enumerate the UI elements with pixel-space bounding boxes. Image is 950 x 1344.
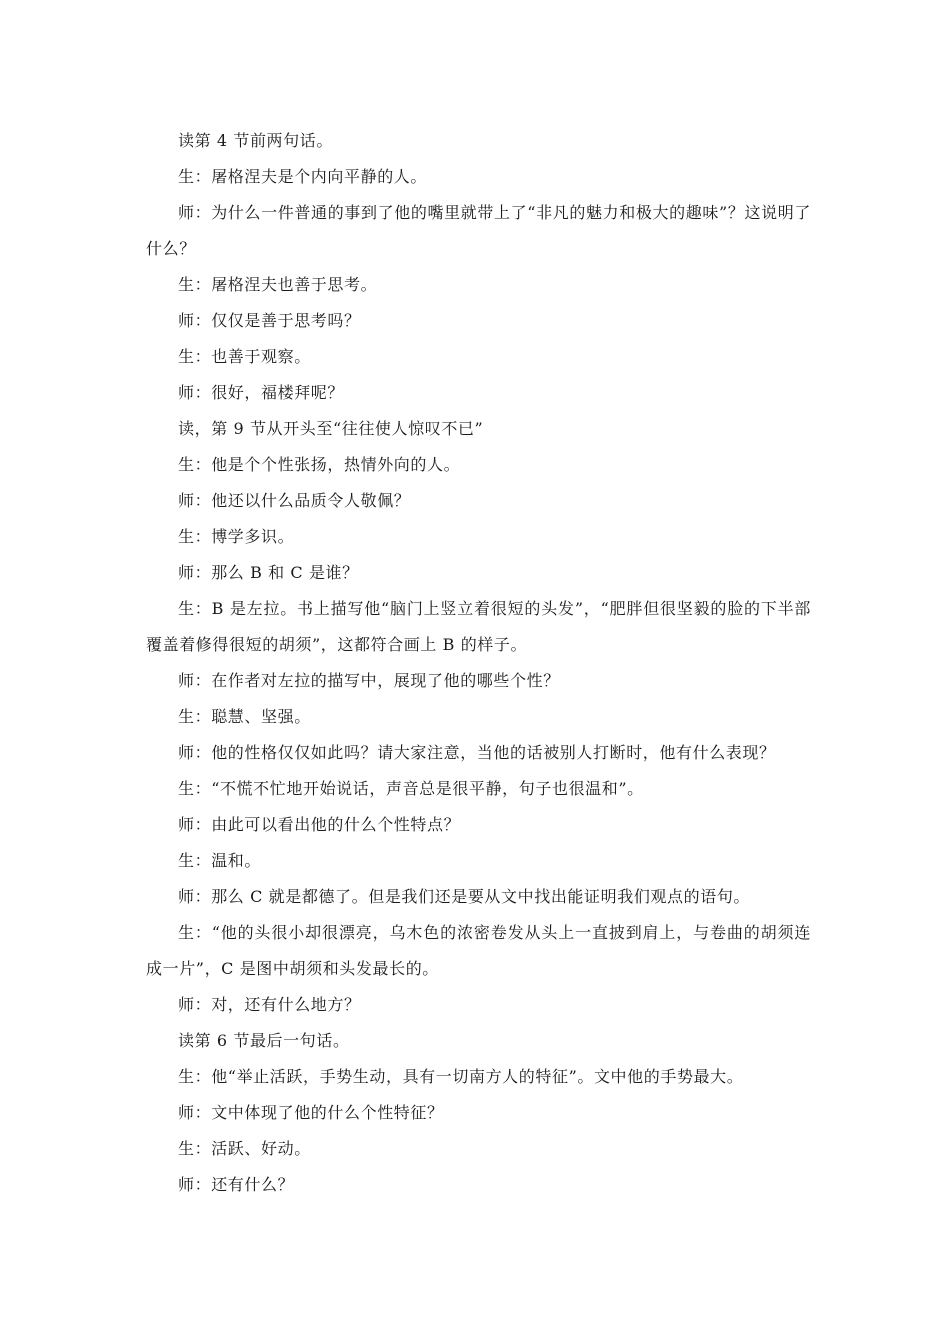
- paragraph: 生：“他的头很小却很漂亮，乌木色的浓密卷发从头上一直披到肩上，与卷曲的胡须连成一片”，C 是图中胡须和头发最长的。: [146, 923, 811, 978]
- paragraph: 师：他的性格仅仅如此吗？请大家注意，当他的话被别人打断时，他有什么表现？: [178, 743, 776, 762]
- paragraph: 生：他是个个性张扬，热情外向的人。: [178, 455, 461, 474]
- paragraph: 师：为什么一件普通的事到了他的嘴里就带上了“非凡的魅力和极大的趣味”？这说明了什么？: [146, 203, 811, 258]
- paragraph: 师：对，还有什么地方？: [178, 995, 361, 1014]
- paragraph: 生：他“举止活跃，手势生动，具有一切南方人的特征”。文中他的手势最大。: [178, 1067, 744, 1086]
- paragraph: 生：温和。: [178, 851, 262, 870]
- paragraph: 生：活跃、好动。: [178, 1139, 311, 1158]
- paragraph: 师：很好，福楼拜呢？: [178, 383, 345, 402]
- document-body: [146, 123, 811, 1203]
- paragraph: 生：B 是左拉。书上描写他“脑门上竖立着很短的头发”，“肥胖但很坚毅的脸的下半部覆盖着修得很短的胡须”，这都符合画上 B 的样子。: [146, 599, 811, 654]
- paragraph: 师：文中体现了他的什么个性特征？: [178, 1103, 444, 1122]
- paragraph: 生：屠格涅夫也善于思考。: [178, 275, 378, 294]
- paragraph: 师：那么 C 就是都德了。但是我们还是要从文中找出能证明我们观点的语句。: [178, 887, 751, 906]
- paragraph: 读第 6 节最后一句话。: [178, 1031, 350, 1050]
- paragraph: 师：他还以什么品质令人敬佩？: [178, 491, 411, 510]
- paragraph: 生：“不慌不忙地开始说话，声音总是很平静，句子也很温和”。: [178, 779, 644, 798]
- paragraph: 生：博学多识。: [178, 527, 295, 546]
- paragraph: 师：仅仅是善于思考吗？: [178, 311, 361, 330]
- paragraph: 生：屠格涅夫是个内向平静的人。: [178, 167, 428, 186]
- paragraph: 读，第 9 节从开头至“往往使人惊叹不已”: [178, 419, 484, 438]
- paragraph: 读第 4 节前两句话。: [178, 131, 333, 150]
- paragraph: 师：在作者对左拉的描写中，展现了他的哪些个性？: [178, 671, 560, 690]
- paragraph: 生：聪慧、坚强。: [178, 707, 311, 726]
- paragraph: 师：由此可以看出他的什么个性特点？: [178, 815, 461, 834]
- paragraph: 师：那么 B 和 C 是谁？: [178, 563, 359, 582]
- paragraph: 师：还有什么？: [178, 1175, 295, 1194]
- paragraph: 生：也善于观察。: [178, 347, 311, 366]
